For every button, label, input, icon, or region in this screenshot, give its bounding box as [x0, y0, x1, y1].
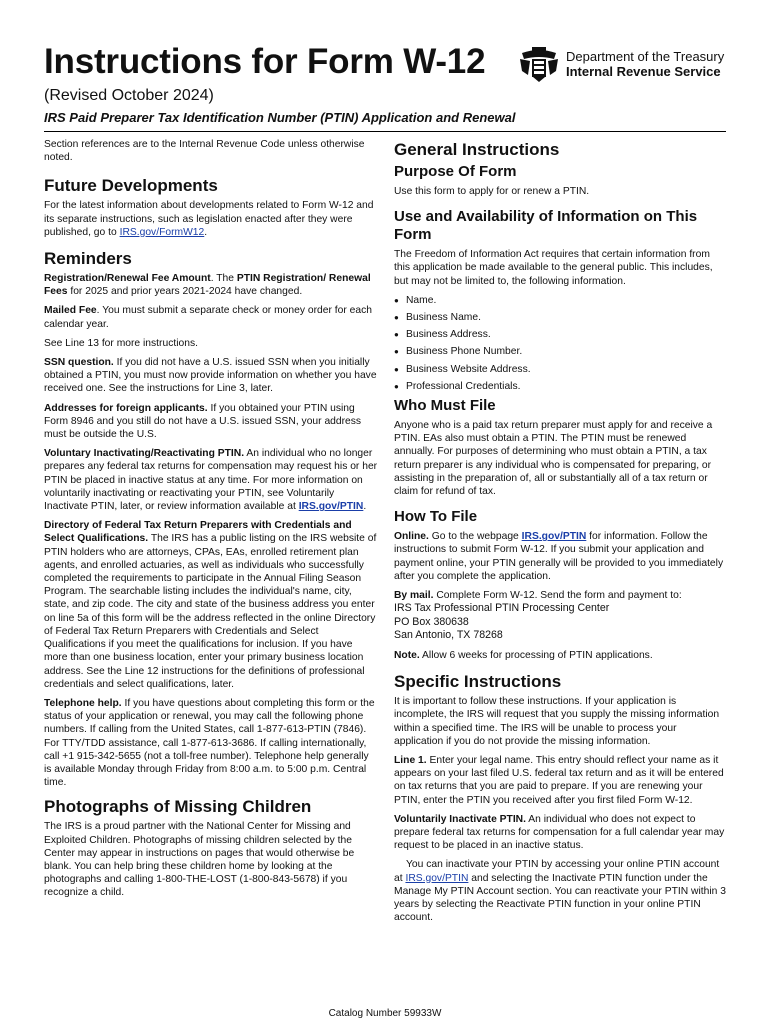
ptin-link[interactable]: IRS.gov/PTIN [521, 531, 587, 543]
list-item: ● Professional Credentials. [394, 380, 728, 393]
header-divider [44, 131, 726, 132]
list-item: ● Name. [394, 294, 728, 307]
missing-children-text: The IRS is a proud partner with the National Center for Missing and Exploited Children. Photographs of missing children selected by the Center may appear in instructions on pages that would otherwise be blank. You can help bring these children home by looking at the photographs and calling 1-800-THE-LOST (1-800-843-5678) if you recognize a child. [44, 821, 355, 899]
ssn-paragraph: SSN question. If you did not have a U.S. issued SSN when you initially obtained a PTIN, you must now provide information on whether you have received one. See the instructions for Line 3, later. [44, 357, 377, 395]
how-to-file-heading: How To File [394, 508, 478, 526]
line13-note: See Line 13 for more instructions. [44, 337, 198, 349]
info-list [394, 294, 728, 393]
reminders-heading: Reminders [44, 249, 132, 269]
inactivate-online-paragraph: You can inactivate your PTIN by accessing your online PTIN account at IRS.gov/PTIN and selecting the Inactivate PTIN function under the Manage My PTIN Account section. You can reactivate your PTIN within 3 years by selecting the Reactivate PTIN function in your online PTIN account. [394, 859, 726, 924]
line1-paragraph: Line 1. Enter your legal name. This entry should reflect your name as it appears on your last filed U.S. federal tax return and as it will be entered on tax returns that you are paid to prepare. If you are renewing your PTIN, enter the PTIN you received after you first filed Form W-12. [394, 755, 724, 806]
agency-name: Department of the Treasury [566, 49, 725, 64]
irs-logo [518, 45, 724, 83]
specific-instructions-heading: Specific Instructions [394, 672, 562, 692]
directory-paragraph: Directory of Federal Tax Return Preparers with Credentials and Select Qualifications. The IRS has a public listing on the IRS website of PTIN holders who are attorneys, CPAs, EAs, enrolled retirement plan agents, and enrolled actuaries, as well as individuals who successfully completed the requirements to participate in the Annual Filing Season Program. The searchable listing includes the individual's name, city, state, and zip code. The city and state of the business address you enter on line 5a of this form will be the address reflected in the online Directory of Federal Tax Return Preparers with Credentials and Select Qualifications if you meet the qualifications for inclusion. If you have more than one business location, enter your primary business location address. See the Line 12 instructions for the definitions of professional credentials and select qualifications, later. [44, 520, 377, 690]
formw12-link[interactable]: IRS.gov/FormW12 [119, 226, 205, 238]
general-instructions-heading: General Instructions [394, 140, 560, 159]
mailing-address: IRS Tax Professional PTIN Processing Center PO Box 380638 San Antonio, TX 78268 [394, 602, 610, 642]
irs-name: Internal Revenue Service [566, 64, 721, 79]
by-mail-paragraph: By mail. Complete Form W-12. Send the form and payment to: [394, 590, 682, 602]
left-column [44, 136, 378, 906]
list-item: ● Business Phone Number. [394, 345, 728, 358]
use-availability-heading: Use and Availability of Information on This Form [394, 208, 698, 244]
online-paragraph: Online. Go to the webpage IRS.gov/PTIN for information. Follow the instructions to submit Form W-12. If you submit your application and payment online, your PTIN generally will be provided to you immediately after you complete the application. [394, 531, 724, 582]
catalog-number: Catalog Number 59933W [328, 1008, 442, 1019]
fee-paragraph: Registration/Renewal Fee Amount. The PTIN Registration/ Renewal Fees for 2025 and prior years 2021-2024 have changed. [44, 273, 371, 298]
eagle-seal-icon [518, 45, 560, 83]
ptin-link[interactable]: IRS.gov/PTIN [405, 872, 469, 884]
inactivate-paragraph: Voluntarily Inactivate PTIN. An individual who does not expect to prepare federal tax returns for compensation for a full calendar year may request to be placed in an inactive status. [394, 813, 725, 852]
list-item: ● Business Address. [394, 328, 728, 341]
who-must-file-text: Anyone who is a paid tax return preparer must apply for and receive a PTIN. EAs also must obtain a PTIN. The PTIN must be renewed annually. For purposes of determining who must obtain a PTIN, a tax return preparer is any individual who is compensated for preparing, or assisting in the preparation of, all or substantially all of a tax return or claim for refund of tax. [394, 420, 713, 498]
page-title: Instructions for Form W-12 [44, 42, 486, 81]
mailed-fee-paragraph: Mailed Fee. You must submit a separate check or money order for each calendar year. [44, 305, 372, 330]
telephone-help-paragraph: Telephone help. If you have questions about completing this form or the status of your application or renewal, you may call the following phone numbers. If calling from the United States, call 1-877-613-PTIN (7846). For TTY/TDD assistance, call 1-877-613-3686. If calling internationally, call +1 915-342-5655 (not a toll-free number). Telephone help generally is available Monday through Friday from 8:00 a.m. to 5:00 p.m. Central time. [44, 697, 375, 789]
list-item: ● Business Name. [394, 311, 728, 324]
future-developments-heading: Future Developments [44, 176, 218, 196]
revision-date: (Revised October 2024) [44, 87, 214, 104]
ptin-link[interactable]: IRS.gov/PTIN [298, 501, 364, 513]
intro-text: Section references are to the Internal Revenue Code unless otherwise noted. [44, 139, 365, 164]
right-column [394, 136, 728, 931]
who-must-file-heading: Who Must File [394, 397, 496, 415]
voluntary-ptin-paragraph: Voluntary Inactivating/Reactivating PTIN. An individual who no longer prepares any federal tax returns for compensation may request his or her PTIN be placed in inactive status at any time. For more information on voluntarily inactivating or reactivating your PTIN, see Voluntarily Inactivate PTIN, later, or review information available at IRS.gov/PTIN. [44, 448, 378, 513]
purpose-text: Use this form to apply for or renew a PTIN. [394, 186, 590, 197]
specific-instructions-text: It is important to follow these instructions. If your application is incomplete, the IRS will request that you supply the missing information within a specified time. The IRS will be unable to process your application if you do not provide the missing information. [394, 696, 720, 747]
purpose-heading: Purpose Of Form [394, 163, 517, 180]
form-subtitle: IRS Paid Preparer Tax Identification Number (PTIN) Application and Renewal [44, 110, 516, 125]
note-paragraph: Note. Allow 6 weeks for processing of PTIN applications. [394, 650, 653, 662]
future-developments-text: For the latest information about developments related to Form W-12 and its separate instructions, such as legislation enacted after they were published, go to IRS.gov/FormW12. [44, 200, 374, 238]
foreign-address-paragraph: Addresses for foreign applicants. If you obtained your PTIN using Form 8946 and you still do not have a U.S. issued SSN, your address must be outside the U.S. [44, 402, 362, 441]
list-item: ● Business Website Address. [394, 363, 728, 376]
missing-children-heading: Photographs of Missing Children [44, 797, 312, 817]
use-availability-text: The Freedom of Information Act requires that certain information from this application be made available to the general public. This includes, but may not be limited to, the following information. [394, 249, 713, 287]
